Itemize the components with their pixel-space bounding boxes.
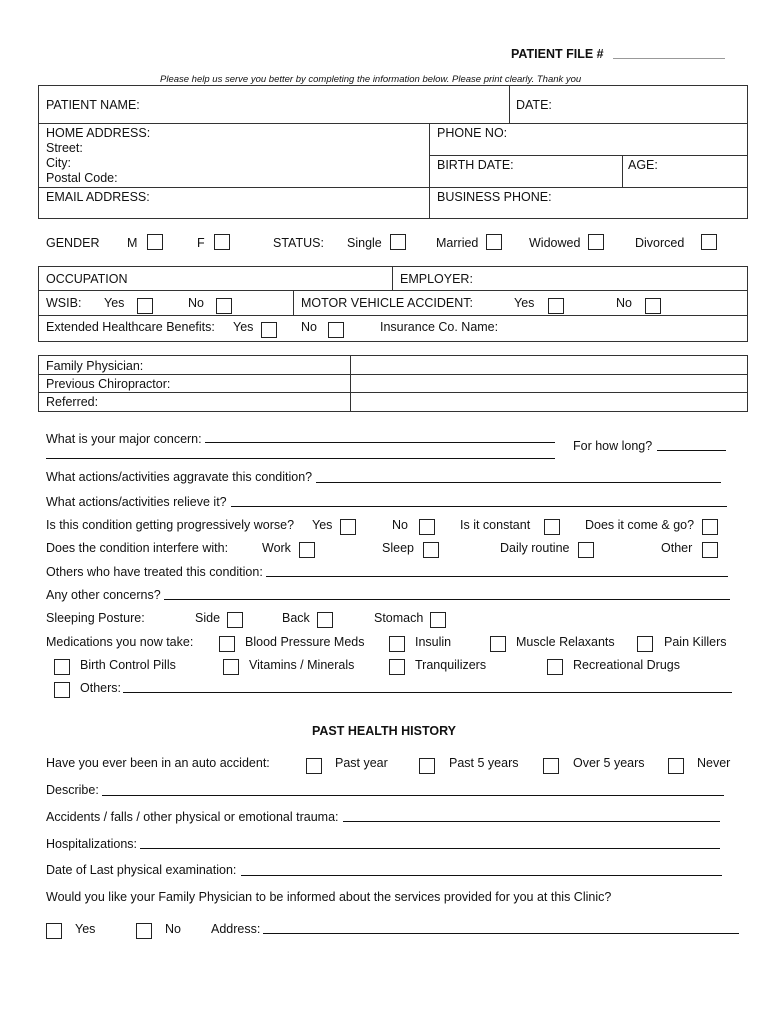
address-label: Address: (211, 922, 261, 936)
mva-yes-checkbox[interactable] (548, 298, 564, 314)
trauma-label: Accidents / falls / other physical or emotional trauma: (46, 810, 339, 824)
constant-label: Is it constant (460, 518, 531, 532)
divider (429, 123, 430, 218)
pain-killers-label: Pain Killers (664, 635, 727, 649)
single-checkbox[interactable] (390, 234, 406, 250)
over-5-years-label: Over 5 years (573, 756, 645, 770)
recreational-drugs-label: Recreational Drugs (573, 658, 680, 672)
form-instructions: Please help us serve you better by completing the information below. Please print clearly. Thank you (160, 74, 582, 85)
city-label: City: (46, 156, 71, 170)
mva-yes-label: Yes (514, 296, 535, 310)
past-5-years-checkbox[interactable] (419, 758, 435, 774)
aggravate-field[interactable] (316, 482, 721, 483)
extended-yes-label: Yes (233, 320, 254, 334)
stomach-checkbox[interactable] (430, 612, 446, 628)
inform-physician-label: Would you like your Family Physician to be informed about the services provided for you at this Clinic? (46, 890, 612, 904)
divider (39, 187, 748, 188)
come-go-label: Does it come & go? (585, 518, 695, 532)
birth-control-checkbox[interactable] (54, 659, 70, 675)
past-year-checkbox[interactable] (306, 758, 322, 774)
bp-meds-label: Blood Pressure Meds (245, 635, 365, 649)
hospitalizations-label: Hospitalizations: (46, 837, 138, 851)
gender-m-label: M (127, 236, 138, 250)
mva-no-checkbox[interactable] (645, 298, 661, 314)
relieve-label: What actions/activities relieve it? (46, 495, 227, 509)
inform-no-label: No (165, 922, 181, 936)
birth-control-label: Birth Control Pills (80, 658, 176, 672)
phone-label: PHONE NO: (437, 126, 508, 140)
divorced-label: Divorced (635, 236, 685, 250)
email-label: EMAIL ADDRESS: (46, 190, 150, 204)
vitamins-checkbox[interactable] (223, 659, 239, 675)
extended-yes-checkbox[interactable] (261, 322, 277, 338)
sleep-label: Sleep (382, 541, 414, 555)
come-go-checkbox[interactable] (702, 519, 718, 535)
wsib-label: WSIB: (46, 296, 82, 310)
widowed-checkbox[interactable] (588, 234, 604, 250)
daily-routine-label: Daily routine (500, 541, 570, 555)
past-5-years-label: Past 5 years (449, 756, 519, 770)
other-concerns-field[interactable] (164, 599, 730, 600)
divider (39, 315, 748, 316)
wsib-yes-checkbox[interactable] (137, 298, 153, 314)
others-meds-field[interactable] (123, 692, 732, 693)
divider (622, 155, 623, 187)
how-long-field[interactable] (657, 450, 726, 451)
patient-file-label: PATIENT FILE # (511, 47, 604, 61)
single-label: Single (347, 236, 382, 250)
family-physician-label: Family Physician: (46, 359, 144, 373)
gender-f-checkbox[interactable] (214, 234, 230, 250)
trauma-field[interactable] (343, 821, 720, 822)
constant-checkbox[interactable] (544, 519, 560, 535)
divider (350, 356, 351, 411)
worse-no-checkbox[interactable] (419, 519, 435, 535)
insurance-label: Insurance Co. Name: (380, 320, 499, 334)
side-checkbox[interactable] (227, 612, 243, 628)
sleeping-posture-label: Sleeping Posture: (46, 611, 145, 625)
widowed-label: Widowed (529, 236, 581, 250)
divider (430, 155, 748, 156)
divider (39, 374, 748, 375)
address-field[interactable] (263, 933, 739, 934)
divider (509, 86, 510, 123)
referred-label: Referred: (46, 395, 99, 409)
daily-routine-checkbox[interactable] (578, 542, 594, 558)
married-label: Married (436, 236, 479, 250)
worse-yes-label: Yes (312, 518, 333, 532)
last-exam-label: Date of Last physical examination: (46, 863, 237, 877)
divider (39, 392, 748, 393)
street-label: Street: (46, 141, 83, 155)
inform-yes-label: Yes (75, 922, 96, 936)
other-concerns-label: Any other concerns? (46, 588, 161, 602)
divorced-checkbox[interactable] (701, 234, 717, 250)
divider (293, 290, 294, 315)
bp-meds-checkbox[interactable] (219, 636, 235, 652)
worse-yes-checkbox[interactable] (340, 519, 356, 535)
vitamins-label: Vitamins / Minerals (249, 658, 355, 672)
history-title: PAST HEALTH HISTORY (312, 724, 456, 738)
divider (392, 267, 393, 290)
auto-accident-label: Have you ever been in an auto accident: (46, 756, 270, 770)
employer-label: EMPLOYER: (400, 272, 473, 286)
aggravate-label: What actions/activities aggravate this condition? (46, 470, 313, 484)
mva-label: MOTOR VEHICLE ACCIDENT: (301, 296, 474, 310)
patient-file-field[interactable] (613, 58, 725, 59)
never-label: Never (697, 756, 731, 770)
others-treated-field[interactable] (266, 576, 728, 577)
others-meds-label: Others: (80, 681, 121, 695)
divider (39, 123, 748, 124)
other-checkbox[interactable] (702, 542, 718, 558)
work-checkbox[interactable] (299, 542, 315, 558)
extended-benefits-label: Extended Healthcare Benefits: (46, 320, 215, 334)
others-treated-label: Others who have treated this condition: (46, 565, 263, 579)
status-label: STATUS: (273, 236, 324, 250)
mva-no-label: No (616, 296, 632, 310)
wsib-no-label: No (188, 296, 204, 310)
insulin-checkbox[interactable] (389, 636, 405, 652)
never-checkbox[interactable] (668, 758, 684, 774)
extended-no-checkbox[interactable] (328, 322, 344, 338)
back-label: Back (282, 611, 310, 625)
muscle-relaxants-label: Muscle Relaxants (516, 635, 615, 649)
other-label: Other (661, 541, 693, 555)
patient-name-label: PATIENT NAME: (46, 98, 140, 112)
birth-date-label: BIRTH DATE: (437, 158, 514, 172)
last-exam-field[interactable] (241, 875, 722, 876)
major-concern-field-2[interactable] (46, 458, 555, 459)
extended-no-label: No (301, 320, 317, 334)
postal-code-label: Postal Code: (46, 171, 118, 185)
over-5-years-checkbox[interactable] (543, 758, 559, 774)
medications-label: Medications you now take: (46, 635, 194, 649)
recreational-drugs-checkbox[interactable] (547, 659, 563, 675)
past-year-label: Past year (335, 756, 388, 770)
inform-yes-checkbox[interactable] (46, 923, 62, 939)
gender-label: GENDER (46, 236, 100, 250)
divider (39, 290, 748, 291)
describe-label: Describe: (46, 783, 99, 797)
sleep-checkbox[interactable] (423, 542, 439, 558)
muscle-relaxants-checkbox[interactable] (490, 636, 506, 652)
tranquilizers-label: Tranquilizers (415, 658, 487, 672)
age-label: AGE: (628, 158, 658, 172)
back-checkbox[interactable] (317, 612, 333, 628)
major-concern-field[interactable] (205, 442, 555, 443)
how-long-label: For how long? (573, 439, 653, 453)
gender-m-checkbox[interactable] (147, 234, 163, 250)
worse-no-label: No (392, 518, 408, 532)
worse-label: Is this condition getting progressively worse? (46, 518, 295, 532)
stomach-label: Stomach (374, 611, 424, 625)
inform-no-checkbox[interactable] (136, 923, 152, 939)
describe-field[interactable] (102, 795, 724, 796)
occupation-label: OCCUPATION (46, 272, 128, 286)
date-label: DATE: (516, 98, 552, 112)
pain-killers-checkbox[interactable] (637, 636, 653, 652)
work-label: Work (262, 541, 291, 555)
hospitalizations-field[interactable] (140, 848, 720, 849)
gender-f-label: F (197, 236, 205, 250)
home-address-label: HOME ADDRESS: (46, 126, 151, 140)
insulin-label: Insulin (415, 635, 452, 649)
married-checkbox[interactable] (486, 234, 502, 250)
wsib-yes-label: Yes (104, 296, 125, 310)
tranquilizers-checkbox[interactable] (389, 659, 405, 675)
business-phone-label: BUSINESS PHONE: (437, 190, 552, 204)
interfere-label: Does the condition interfere with: (46, 541, 229, 555)
side-label: Side (195, 611, 221, 625)
major-concern-label: What is your major concern: (46, 432, 202, 446)
wsib-no-checkbox[interactable] (216, 298, 232, 314)
relieve-field[interactable] (231, 506, 727, 507)
others-meds-checkbox[interactable] (54, 682, 70, 698)
previous-chiropractor-label: Previous Chiropractor: (46, 377, 171, 391)
